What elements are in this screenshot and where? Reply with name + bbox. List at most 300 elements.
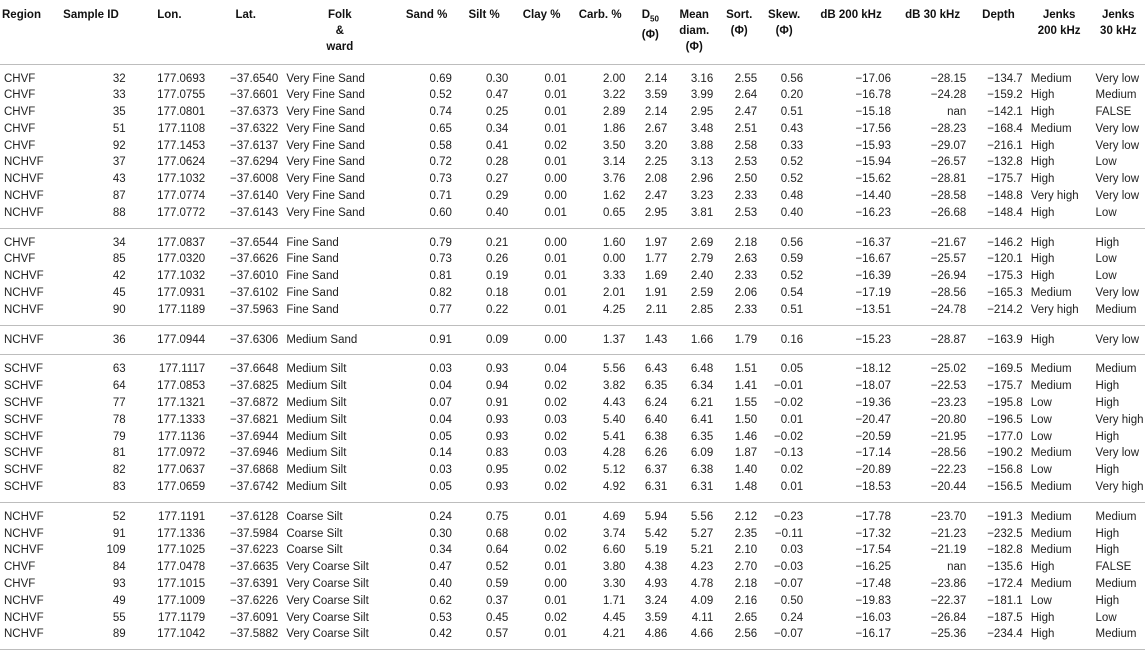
col-header-jenks30-line1: Jenks — [1101, 9, 1135, 21]
cell-depth: −181.1 — [987, 594, 1023, 607]
cell-silt: 0.29 — [485, 190, 509, 203]
cell-depth: −169.5 — [987, 363, 1023, 376]
cell-silt: 0.75 — [485, 510, 509, 523]
cell-jenks30: Very high — [1095, 413, 1144, 426]
cell-folk-ward: Very Coarse Silt — [282, 626, 397, 649]
cell-depth: −148.4 — [970, 205, 1026, 228]
cell-sand: 0.03 — [429, 363, 452, 376]
cell-region: CHVF — [4, 122, 36, 135]
cell-db30: −24.28 — [930, 89, 967, 102]
cell-lat: −37.6946 — [230, 447, 279, 460]
cell-db200: −17.56 — [855, 122, 891, 135]
cell-sample-id: 77 — [112, 397, 126, 410]
cell-db200: −17.48 — [855, 578, 891, 591]
cell-jenks200: High — [1030, 139, 1055, 152]
cell-skew: 0.40 — [761, 205, 807, 228]
cell-lon: 177.0772 — [130, 205, 209, 228]
cell-lon: 177.0837 — [157, 236, 206, 249]
cell-lon: 177.0637 — [157, 464, 206, 477]
cell-skew: −0.07 — [774, 578, 804, 591]
cell-carb: 1.60 — [603, 236, 626, 249]
col-header-silt: Silt % — [456, 0, 512, 64]
cell-depth: −232.5 — [987, 527, 1023, 540]
cell-jenks30: Very low — [1095, 173, 1139, 186]
cell-mean-diam: 6.48 — [690, 363, 714, 376]
cell-silt: 0.22 — [456, 302, 512, 325]
cell-sort: 1.51 — [734, 363, 758, 376]
cell-lat: −37.6102 — [230, 287, 279, 300]
cell-jenks200: Medium — [1030, 380, 1072, 393]
cell-mean-diam: 4.23 — [690, 561, 714, 574]
cell-sand: 0.52 — [429, 89, 452, 102]
cell-jenks200: High — [1030, 611, 1055, 624]
col-header-folk-line1: Folk — [328, 9, 352, 21]
cell-d50: 4.93 — [644, 578, 668, 591]
cell-carb: 2.00 — [603, 72, 626, 85]
cell-clay: 0.00 — [544, 190, 567, 203]
cell-db30: −22.53 — [930, 380, 967, 393]
cell-depth: −182.8 — [987, 544, 1023, 557]
cell-lon: 177.1336 — [157, 527, 206, 540]
cell-skew: −0.01 — [774, 380, 804, 393]
cell-sand: 0.14 — [429, 447, 452, 460]
cell-skew: −0.03 — [774, 561, 804, 574]
cell-depth: −134.7 — [987, 72, 1023, 85]
cell-lon: 177.1321 — [157, 397, 206, 410]
cell-silt: 0.47 — [485, 89, 509, 102]
col-header-db200: dB 200 kHz — [807, 0, 895, 64]
cell-db200: −16.67 — [855, 253, 891, 266]
cell-sand: 0.65 — [429, 122, 452, 135]
cell-mean-diam: 4.78 — [690, 578, 714, 591]
col-header-region: Region — [0, 0, 52, 64]
cell-silt: 0.30 — [485, 72, 509, 85]
table-row — [0, 228, 1145, 251]
cell-folk-ward: Medium Silt — [286, 447, 347, 460]
cell-carb: 4.69 — [603, 510, 626, 523]
col-header-lat: Lat. — [209, 0, 282, 64]
cell-lon: 177.1189 — [130, 302, 209, 325]
cell-sand: 0.58 — [429, 139, 452, 152]
cell-d50: 2.47 — [644, 190, 668, 203]
cell-db30: −21.95 — [930, 430, 967, 443]
cell-jenks30: Low — [1095, 156, 1117, 169]
table-row — [0, 171, 1145, 188]
col-header-d50 — [629, 0, 671, 64]
cell-region: CHVF — [4, 561, 36, 574]
cell-region: SCHVF — [4, 397, 43, 410]
cell-sort: 2.50 — [734, 173, 758, 186]
cell-jenks30: Medium — [1095, 578, 1137, 591]
cell-jenks30: FALSE — [1095, 561, 1132, 574]
cell-lon: 177.0774 — [157, 190, 206, 203]
cell-jenks200: Low — [1030, 430, 1052, 443]
cell-depth: −187.5 — [987, 611, 1023, 624]
cell-depth: −172.4 — [987, 578, 1023, 591]
cell-db30: nan — [947, 106, 967, 119]
cell-mean-diam: 2.40 — [690, 270, 714, 283]
cell-sand: 0.79 — [429, 236, 452, 249]
cell-depth: −175.3 — [987, 270, 1023, 283]
cell-sample-id: 79 — [112, 430, 126, 443]
cell-lat: −37.6091 — [230, 611, 279, 624]
cell-sample-id: 88 — [52, 205, 129, 228]
cell-mean-diam: 4.11 — [691, 611, 714, 624]
table-row — [0, 104, 1145, 121]
cell-silt: 0.18 — [485, 287, 509, 300]
cell-lon: 177.1108 — [158, 122, 206, 135]
table-row — [0, 154, 1145, 171]
cell-lat: −37.6601 — [230, 89, 279, 102]
cell-folk-ward: Fine Sand — [282, 302, 397, 325]
cell-silt: 0.26 — [485, 253, 509, 266]
cell-silt: 0.25 — [485, 106, 509, 119]
cell-carb: 4.25 — [571, 302, 630, 325]
cell-sample-id: 91 — [112, 527, 126, 540]
cell-depth: −216.1 — [987, 139, 1023, 152]
col-header-sample-id: Sample ID — [52, 0, 129, 64]
cell-folk-ward: Fine Sand — [286, 236, 339, 249]
table-row — [0, 285, 1145, 302]
cell-carb: 1.62 — [603, 190, 626, 203]
cell-mean-diam: 3.48 — [690, 122, 714, 135]
cell-db200: −19.36 — [855, 397, 891, 410]
cell-jenks30: Very low — [1095, 447, 1139, 460]
cell-region: NCHVF — [0, 325, 52, 355]
cell-region: CHVF — [4, 72, 36, 85]
cell-d50: 1.97 — [644, 236, 668, 249]
cell-clay: 0.01 — [544, 156, 567, 169]
cell-depth: −214.2 — [970, 302, 1026, 325]
cell-mean-diam: 5.27 — [690, 527, 714, 540]
cell-jenks30: High — [1095, 236, 1120, 249]
cell-db30: −28.15 — [930, 72, 967, 85]
cell-jenks30: Very low — [1092, 325, 1145, 355]
cell-sort: 1.79 — [717, 325, 761, 355]
cell-clay: 0.01 — [544, 253, 567, 266]
cell-d50: 1.69 — [644, 270, 668, 283]
cell-carb: 3.50 — [603, 139, 626, 152]
cell-sand: 0.47 — [429, 561, 452, 574]
cell-region: NCHVF — [0, 626, 52, 649]
cell-sort: 2.33 — [734, 270, 758, 283]
cell-folk-ward: Medium Silt — [286, 363, 347, 376]
cell-carb: 5.40 — [603, 413, 626, 426]
cell-jenks30: Medium — [1092, 302, 1145, 325]
cell-d50: 2.67 — [644, 122, 668, 135]
cell-db200: −16.37 — [855, 236, 891, 249]
cell-skew: 0.52 — [780, 173, 804, 186]
cell-jenks200: High — [1030, 236, 1055, 249]
cell-d50: 6.43 — [644, 363, 668, 376]
cell-region: CHVF — [4, 578, 36, 591]
cell-silt: 0.19 — [485, 270, 509, 283]
cell-depth: −163.9 — [970, 325, 1026, 355]
cell-db200: −17.14 — [855, 447, 891, 460]
cell-lon: 177.1032 — [157, 270, 206, 283]
cell-db30: −23.86 — [930, 578, 967, 591]
cell-sort: 2.18 — [734, 236, 758, 249]
cell-carb: 2.89 — [603, 106, 626, 119]
cell-sort: 2.55 — [734, 72, 758, 85]
cell-sample-id: 82 — [112, 464, 126, 477]
cell-carb: 5.12 — [603, 464, 626, 477]
cell-sample-id: 52 — [112, 510, 126, 523]
cell-jenks30: Very low — [1095, 139, 1139, 152]
cell-folk-ward: Very Fine Sand — [286, 139, 365, 152]
table-row — [0, 412, 1145, 429]
cell-sample-id: 84 — [112, 561, 126, 574]
cell-lon: 177.1136 — [158, 430, 206, 443]
cell-clay: 0.01 — [544, 122, 567, 135]
cell-jenks30: Very low — [1095, 122, 1139, 135]
cell-carb: 4.21 — [571, 626, 630, 649]
cell-lon: 177.1025 — [157, 544, 206, 557]
cell-db200: −16.23 — [807, 205, 895, 228]
cell-jenks30: Medium — [1095, 363, 1137, 376]
cell-jenks200: Low — [1030, 413, 1052, 426]
cell-folk-ward: Medium Silt — [286, 380, 347, 393]
cell-d50: 6.37 — [644, 464, 668, 477]
cell-d50: 1.77 — [644, 253, 668, 266]
cell-jenks200: High — [1030, 156, 1055, 169]
cell-d50: 2.11 — [629, 302, 671, 325]
cell-folk-ward: Medium Silt — [286, 464, 347, 477]
cell-clay: 0.01 — [544, 510, 567, 523]
cell-jenks200: High — [1030, 270, 1055, 283]
cell-db200: −20.47 — [855, 413, 891, 426]
cell-depth: −120.1 — [987, 253, 1023, 266]
cell-jenks200: Very high — [1027, 302, 1092, 325]
cell-sample-id: 63 — [112, 363, 126, 376]
cell-skew: −0.07 — [761, 626, 807, 649]
cell-sort: 2.58 — [734, 139, 758, 152]
cell-db30: −29.07 — [930, 139, 967, 152]
cell-db30: −20.44 — [895, 479, 970, 502]
cell-sort: 2.51 — [734, 122, 758, 135]
cell-silt: 0.83 — [485, 447, 509, 460]
cell-d50: 6.24 — [644, 397, 668, 410]
cell-carb: 4.28 — [603, 447, 626, 460]
cell-jenks200: Low — [1030, 464, 1052, 477]
cell-d50: 4.38 — [644, 561, 668, 574]
cell-lat: −37.6540 — [230, 72, 279, 85]
cell-sand: 0.69 — [429, 72, 452, 85]
cell-jenks200: Low — [1030, 594, 1052, 607]
cell-lat: −37.6143 — [209, 205, 282, 228]
cell-depth: −142.1 — [987, 106, 1023, 119]
cell-db200: −19.83 — [855, 594, 891, 607]
cell-clay: 0.01 — [512, 302, 571, 325]
cell-clay: 0.01 — [544, 594, 567, 607]
cell-sort: 1.46 — [734, 430, 758, 443]
cell-lon: 177.0755 — [157, 89, 206, 102]
cell-sort: 1.87 — [734, 447, 758, 460]
cell-sort: 2.06 — [734, 287, 758, 300]
cell-lat: −37.6306 — [209, 325, 282, 355]
cell-skew: 0.50 — [780, 594, 804, 607]
cell-lat: −37.6391 — [230, 578, 279, 591]
cell-mean-diam: 4.66 — [671, 626, 717, 649]
cell-sand: 0.05 — [429, 430, 452, 443]
cell-region: NCHVF — [4, 287, 44, 300]
cell-skew: 0.24 — [780, 611, 804, 624]
table-row — [0, 542, 1145, 559]
cell-silt: 0.64 — [485, 544, 509, 557]
cell-clay: 0.01 — [512, 205, 571, 228]
cell-db30: −28.56 — [930, 287, 967, 300]
cell-folk-ward: Very Fine Sand — [286, 72, 365, 85]
cell-sand: 0.30 — [429, 527, 452, 540]
cell-depth: −175.7 — [987, 173, 1023, 186]
col-header-jenks30 — [1092, 0, 1145, 64]
cell-lat: −37.6872 — [230, 397, 279, 410]
cell-region: NCHVF — [4, 270, 44, 283]
cell-db30: −22.23 — [930, 464, 967, 477]
cell-d50: 2.95 — [629, 205, 671, 228]
cell-sample-id: 64 — [112, 380, 126, 393]
cell-region: NCHVF — [4, 190, 44, 203]
cell-lon: 177.1191 — [158, 510, 206, 523]
cell-depth: −175.7 — [987, 380, 1023, 393]
cell-carb: 3.80 — [603, 561, 626, 574]
cell-jenks200: Medium — [1027, 479, 1092, 502]
cell-db200: −17.32 — [855, 527, 891, 540]
cell-carb: 3.33 — [603, 270, 626, 283]
cell-sample-id: 45 — [112, 287, 126, 300]
cell-skew: 0.54 — [780, 287, 804, 300]
cell-clay: 0.01 — [544, 270, 567, 283]
cell-lat: −37.6626 — [230, 253, 279, 266]
cell-sort: 2.18 — [734, 578, 758, 591]
cell-mean-diam: 2.79 — [690, 253, 714, 266]
table-row — [0, 462, 1145, 479]
cell-carb: 2.01 — [603, 287, 626, 300]
cell-jenks30: High — [1095, 380, 1120, 393]
table-row — [0, 251, 1145, 268]
cell-db30: −23.23 — [930, 397, 967, 410]
cell-sand: 0.53 — [429, 611, 452, 624]
cell-sort: 1.50 — [734, 413, 758, 426]
cell-jenks200: Medium — [1030, 287, 1072, 300]
cell-skew: 0.52 — [780, 156, 804, 169]
cell-folk-ward: Very Fine Sand — [286, 89, 365, 102]
cell-lon: 177.1042 — [130, 626, 209, 649]
table-row — [0, 355, 1145, 378]
cell-sort: 1.55 — [734, 397, 758, 410]
cell-lon: 177.0478 — [157, 561, 206, 574]
cell-region: SCHVF — [4, 447, 43, 460]
cell-skew: 0.48 — [780, 190, 804, 203]
cell-skew: −0.13 — [774, 447, 804, 460]
cell-db30: −26.84 — [930, 611, 967, 624]
cell-sort: 2.33 — [734, 190, 758, 203]
cell-clay: 0.03 — [544, 413, 567, 426]
cell-db200: −14.40 — [855, 190, 891, 203]
cell-db30: −26.57 — [930, 156, 967, 169]
cell-folk-ward: Very Fine Sand — [286, 173, 365, 186]
cell-mean-diam: 6.38 — [690, 464, 714, 477]
cell-db200: −20.89 — [855, 464, 891, 477]
cell-folk-ward: Very Fine Sand — [286, 106, 365, 119]
cell-mean-diam: 2.95 — [690, 106, 714, 119]
col-header-jenks200-line2: 200 kHz — [1037, 25, 1081, 37]
cell-skew: 0.20 — [780, 89, 804, 102]
cell-lat: −37.6825 — [230, 380, 279, 393]
cell-region: SCHVF — [0, 479, 52, 502]
table-row — [0, 445, 1145, 462]
cell-db200: −17.78 — [855, 510, 891, 523]
cell-db200: −17.54 — [855, 544, 891, 557]
cell-db30: −26.94 — [930, 270, 967, 283]
cell-depth: −165.3 — [987, 287, 1023, 300]
cell-silt: 0.21 — [485, 236, 509, 249]
cell-lon: 177.1032 — [157, 173, 206, 186]
cell-jenks200: Very high — [1030, 190, 1079, 203]
cell-jenks30: High — [1095, 397, 1120, 410]
cell-clay: 0.01 — [544, 287, 567, 300]
cell-jenks30: Low — [1095, 270, 1117, 283]
cell-folk-ward: Fine Sand — [286, 287, 339, 300]
cell-lon: 177.1453 — [157, 139, 206, 152]
cell-d50: 1.91 — [644, 287, 668, 300]
cell-mean-diam: 6.41 — [690, 413, 714, 426]
cell-mean-diam: 3.13 — [690, 156, 714, 169]
cell-sand: 0.82 — [429, 287, 452, 300]
cell-carb: 3.14 — [603, 156, 626, 169]
cell-folk-ward: Very Fine Sand — [282, 205, 397, 228]
cell-d50: 2.14 — [644, 106, 668, 119]
cell-d50: 6.35 — [644, 380, 668, 393]
cell-skew: 0.51 — [761, 302, 807, 325]
cell-db200: −15.94 — [855, 156, 891, 169]
cell-skew: −0.02 — [774, 397, 804, 410]
cell-skew: 0.01 — [780, 413, 804, 426]
cell-db200: −16.17 — [807, 626, 895, 649]
col-header-lon: Lon. — [130, 0, 209, 64]
table-row — [0, 268, 1145, 285]
cell-jenks30: Low — [1095, 253, 1117, 266]
table-row — [0, 87, 1145, 104]
cell-lon: 177.1333 — [157, 413, 206, 426]
cell-d50: 3.20 — [644, 139, 668, 152]
col-header-jenks200-line1: Jenks — [1042, 9, 1076, 21]
cell-jenks30: Medium — [1092, 626, 1145, 649]
cell-d50: 5.94 — [644, 510, 668, 523]
col-header-folk-line3: ward — [326, 41, 354, 53]
cell-lat: −37.6140 — [230, 190, 279, 203]
cell-carb: 5.41 — [603, 430, 626, 443]
cell-lon: 177.0693 — [157, 72, 206, 85]
cell-clay: 0.00 — [512, 325, 571, 355]
cell-folk-ward: Very Coarse Silt — [286, 578, 369, 591]
cell-sort: 2.10 — [734, 544, 758, 557]
cell-silt: 0.93 — [485, 363, 509, 376]
cell-lon: 177.0320 — [157, 253, 206, 266]
cell-d50: 6.31 — [629, 479, 671, 502]
cell-region: SCHVF — [4, 380, 43, 393]
cell-depth: −190.2 — [987, 447, 1023, 460]
cell-jenks200: High — [1030, 253, 1055, 266]
cell-clay: 0.02 — [544, 430, 567, 443]
cell-silt: 0.95 — [485, 464, 509, 477]
col-header-d50-base: D — [641, 9, 651, 21]
table-row — [0, 138, 1145, 155]
table-row — [0, 479, 1145, 502]
cell-silt: 0.41 — [485, 139, 509, 152]
cell-jenks30: Low — [1095, 611, 1117, 624]
cell-sand: 0.71 — [429, 190, 452, 203]
